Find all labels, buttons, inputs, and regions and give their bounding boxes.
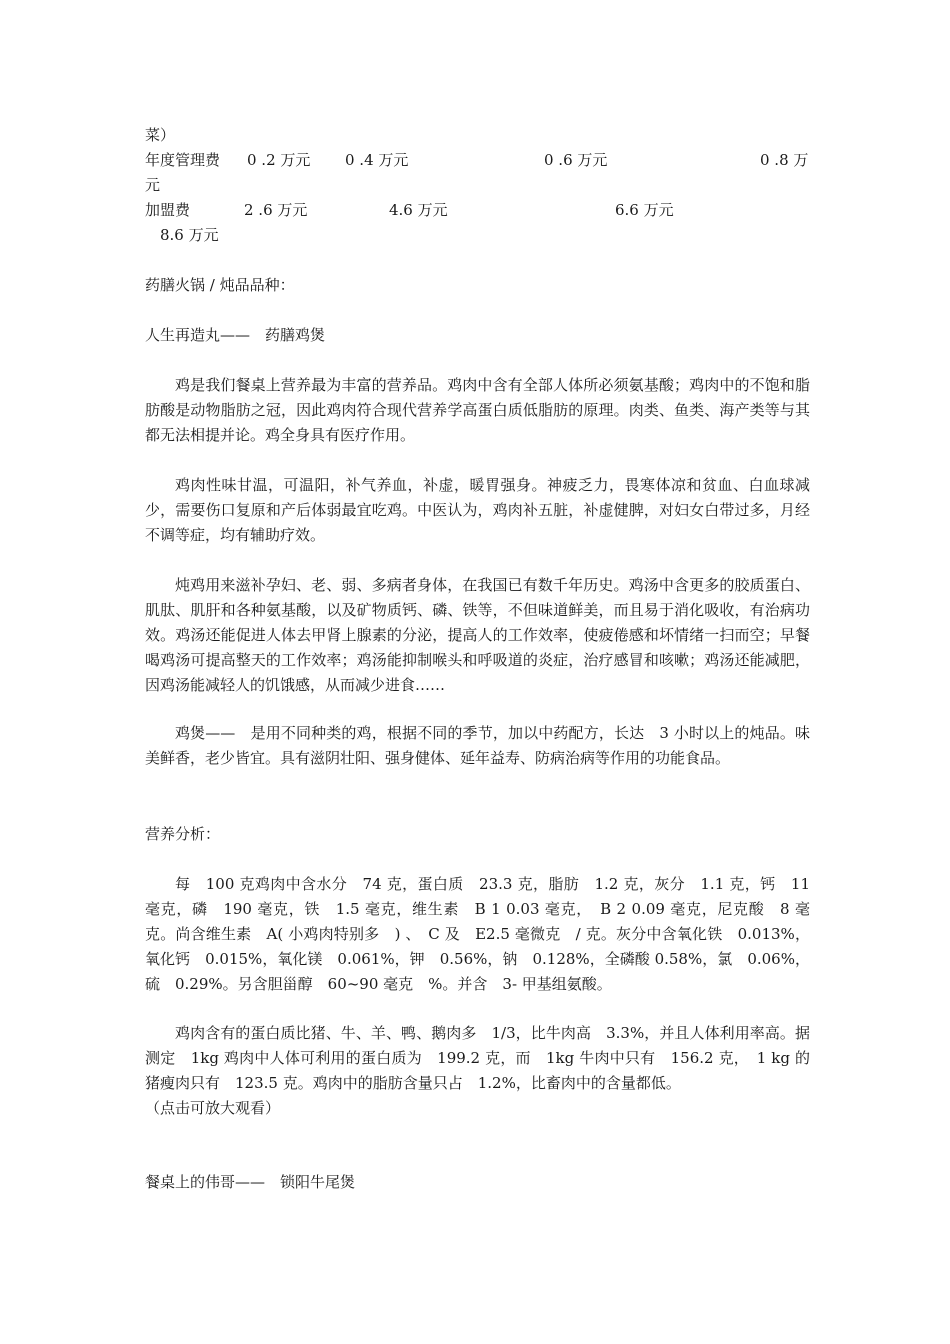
enlarge-note: （点击可放大观看） [145,1099,281,1117]
nutrition-heading: 营养分析： [145,825,221,843]
nutrition-paragraph-2: 鸡肉含有的蛋白质比猪、牛、羊、鸭、鹅肉多 1/3，比牛肉高 3.3%，并且人体利用率高。据测定 1kg 鸡肉中人体可利用的蛋白质为 199.2 克，而 1kg 牛肉中只有 156.2 克， 1 kg 的猪瘦肉只有 123.5 克。鸡肉中的脂肪含量只占 1.2%，比畜肉中的含量都低。 [145,1024,810,1092]
annual-fee-tier2: 0 .4 万元 [345,151,409,169]
table-carryover-text: 菜） [145,126,176,144]
nutrition-paragraph-1: 每 100 克鸡肉中含水分 74 克，蛋白质 23.3 克，脂肪 1.2 克，灰分 1.1 克，钙 11 毫克，磷 190 毫克，铁 1.5 毫克，维生素 B 1 0.03 毫克， B 2 0.09 毫克，尼克酸 8 毫克。尚含维生素 A( 小鸡肉特别多 ) 、 C 及 E2.5 毫微克 / 克。灰分中含氧化铁 0.013%，氧化钙 0.015%，氧化镁 0.061%，钾 0.56%，钠 0.128%，全磷酸 0.58%，氯 0.06%，硫 0.29%。另含胆甾醇 60~90 毫克 %。并含 3- 甲基组氨酸。 [145,875,810,993]
franchise-fee-tier1: 2 .6 万元 [244,201,308,219]
annual-fee-tier3: 0 .6 万元 [544,151,608,169]
franchise-fee-label: 加盟费 [145,201,191,219]
dish2-heading: 餐桌上的伟哥—— 锁阳牛尾煲 [145,1173,356,1191]
annual-fee-tier4-wrap: 元 [145,176,161,194]
dish1-heading: 人生再造丸—— 药膳鸡煲 [145,326,326,344]
dish1-paragraph-3: 炖鸡用来滋补孕妇、老、弱、多病者身体，在我国已有数千年历史。鸡汤中含更多的胶质蛋白、肌肽、肌肝和各种氨基酸，以及矿物质钙、磷、铁等，不但味道鲜美，而且易于消化吸收，有治病功效。鸡汤还能促进人体去甲肾上腺素的分泌，提高人的工作效率，使疲倦感和坏情绪一扫而空；早餐喝鸡汤可提高整天的工作效率；鸡汤能抑制喉头和呼吸道的炎症，治疗感冒和咳嗽；鸡汤还能减肥，因鸡汤能减轻人的饥饿感，从而减少进食…… [145,576,810,694]
dish1-paragraph-4: 鸡煲—— 是用不同种类的鸡，根据不同的季节，加以中药配方，长达 3 小时以上的炖品。味美鲜香，老少皆宜。具有滋阴壮阳、强身健体、延年益寿、防病治病等作用的功能食品。 [145,724,810,767]
dish1-paragraph-2: 鸡肉性味甘温，可温阳，补气养血，补虚，暖胃强身。神疲乏力，畏寒体凉和贫血、白血球减少，需要伤口复原和产后体弱最宜吃鸡。中医认为，鸡肉补五脏，补虚健脾，对妇女白带过多，月经不调等症，均有辅助疗效。 [145,476,810,544]
varieties-heading: 药膳火锅 / 炖品品种： [145,276,295,294]
franchise-fee-tier3: 6.6 万元 [615,201,674,219]
annual-fee-label: 年度管理费 [145,151,221,169]
annual-fee-tier1: 0 .2 万元 [247,151,311,169]
franchise-fee-tier2: 4.6 万元 [389,201,448,219]
annual-fee-tier4: 0 .8 万 [760,151,809,169]
franchise-fee-tier4: 8.6 万元 [160,226,219,244]
dish1-paragraph-1: 鸡是我们餐桌上营养最为丰富的营养品。鸡肉中含有全部人体所必须氨基酸；鸡肉中的不饱和脂肪酸是动物脂肪之冠，因此鸡肉符合现代营养学高蛋白质低脂肪的原理。肉类、鱼类、海产类等与其都无法相提并论。鸡全身具有医疗作用。 [145,376,810,444]
